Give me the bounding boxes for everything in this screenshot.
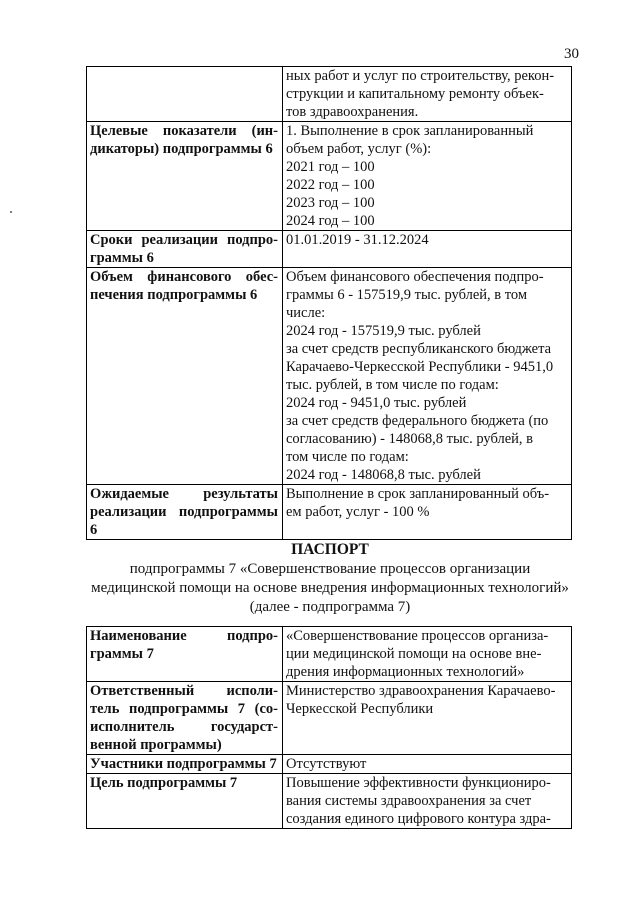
row-label: Наименование подпро-граммы 7 xyxy=(87,627,283,682)
row-label xyxy=(87,67,283,122)
passport-table-6 xyxy=(86,66,572,540)
table-row xyxy=(87,231,572,268)
scan-speck xyxy=(10,211,12,213)
value-line: объем работ, услуг (%): xyxy=(286,141,432,157)
passport-title: ПАСПОРТ xyxy=(291,541,369,558)
value-line: 1. Выполнение в срок запланированный xyxy=(286,123,534,139)
subtitle-line: медицинской помощи на основе внедрения информационных технологий» xyxy=(91,580,569,596)
value-line: 2024 год - 157519,9 тыс. рублей xyxy=(286,323,481,339)
value-line: Министерство здравоохранения Карачаево- xyxy=(286,683,556,699)
value-line: Выполнение в срок запланированный объ- xyxy=(286,486,550,502)
table-row xyxy=(87,268,572,485)
value-line: ных работ и услуг по строительству, рекон- xyxy=(286,68,555,84)
row-label: Цель подпрограммы 7 xyxy=(87,774,283,829)
page-number: 30 xyxy=(564,46,579,62)
value-line: 01.01.2019 - 31.12.2024 xyxy=(286,232,429,248)
value-line: граммы 6 - 157519,9 тыс. рублей, в том xyxy=(286,287,528,303)
row-value xyxy=(283,67,572,122)
value-line: 2024 год – 100 xyxy=(286,213,375,229)
value-line: том числе по годам: xyxy=(286,449,409,465)
value-line: 2024 год - 9451,0 тыс. рублей xyxy=(286,395,467,411)
table-row xyxy=(87,122,572,231)
value-line: за счет средств федерального бюджета (по xyxy=(286,413,549,429)
table-row xyxy=(87,67,572,122)
subtitle-line: подпрограммы 7 «Совершенствование процессов организации xyxy=(129,561,531,577)
row-value xyxy=(283,682,572,755)
value-line: струкции и капитальному ремонту объек- xyxy=(286,86,544,102)
value-line: 2024 год - 148068,8 тыс. рублей xyxy=(286,467,481,483)
value-line: за счет средств республиканского бюджета xyxy=(286,341,552,357)
value-line: 2023 год – 100 xyxy=(286,195,375,211)
subtitle-line: (далее - подпрограмма 7) xyxy=(249,599,411,615)
row-label: Целевые показатели (ин-дикаторы) подпрограммы 6 xyxy=(87,122,283,231)
table-row xyxy=(87,682,572,755)
row-label: Сроки реализации подпро-граммы 6 xyxy=(87,231,283,268)
value-line: ем работ, услуг - 100 % xyxy=(286,504,430,520)
value-line: создания единого цифрового контура здра- xyxy=(286,811,551,827)
value-line: ции медицинской помощи на основе вне- xyxy=(286,646,542,662)
value-line: Объем финансового обеспечения подпро- xyxy=(286,269,544,285)
value-line: тыс. рублей, в том числе по годам: xyxy=(286,377,499,393)
table-row xyxy=(87,774,572,829)
value-line: «Совершенствование процессов организа- xyxy=(286,628,549,644)
value-line: согласованию) - 148068,8 тыс. рублей, в xyxy=(286,431,534,447)
value-line: Карачаево-Черкесской Республики - 9451,0 xyxy=(286,359,554,375)
table-row xyxy=(87,755,572,774)
row-value xyxy=(283,122,572,231)
value-line: Черкесской Республики xyxy=(286,701,434,717)
value-line: числе: xyxy=(286,305,326,321)
row-label: Ответственный исполи-тель подпрограммы 7 (со-исполнитель государст-венной программы) xyxy=(87,682,283,755)
value-line: вания системы здравоохранения за счет xyxy=(286,793,532,809)
row-value xyxy=(283,774,572,829)
passport-table-7 xyxy=(86,626,572,829)
value-line: 2021 год – 100 xyxy=(286,159,375,175)
table-row xyxy=(87,485,572,540)
row-value xyxy=(283,268,572,485)
row-value xyxy=(283,231,572,268)
table-row xyxy=(87,627,572,682)
value-line: Отсутствуют xyxy=(286,756,367,772)
row-value xyxy=(283,485,572,540)
passport-subtitle xyxy=(60,560,600,617)
value-line: Повышение эффективности функциониро- xyxy=(286,775,551,791)
row-label: Объем финансового обес-печения подпрограммы 6 xyxy=(87,268,283,485)
value-line: 2022 год – 100 xyxy=(286,177,375,193)
value-line: дрения информационных технологий» xyxy=(286,664,525,680)
row-value xyxy=(283,755,572,774)
row-label: Ожидаемые результаты реализации подпрограммы 6 xyxy=(87,485,283,540)
row-label: Участники подпрограммы 7 xyxy=(87,755,283,774)
value-line: тов здравоохранения. xyxy=(286,104,419,120)
row-value xyxy=(283,627,572,682)
